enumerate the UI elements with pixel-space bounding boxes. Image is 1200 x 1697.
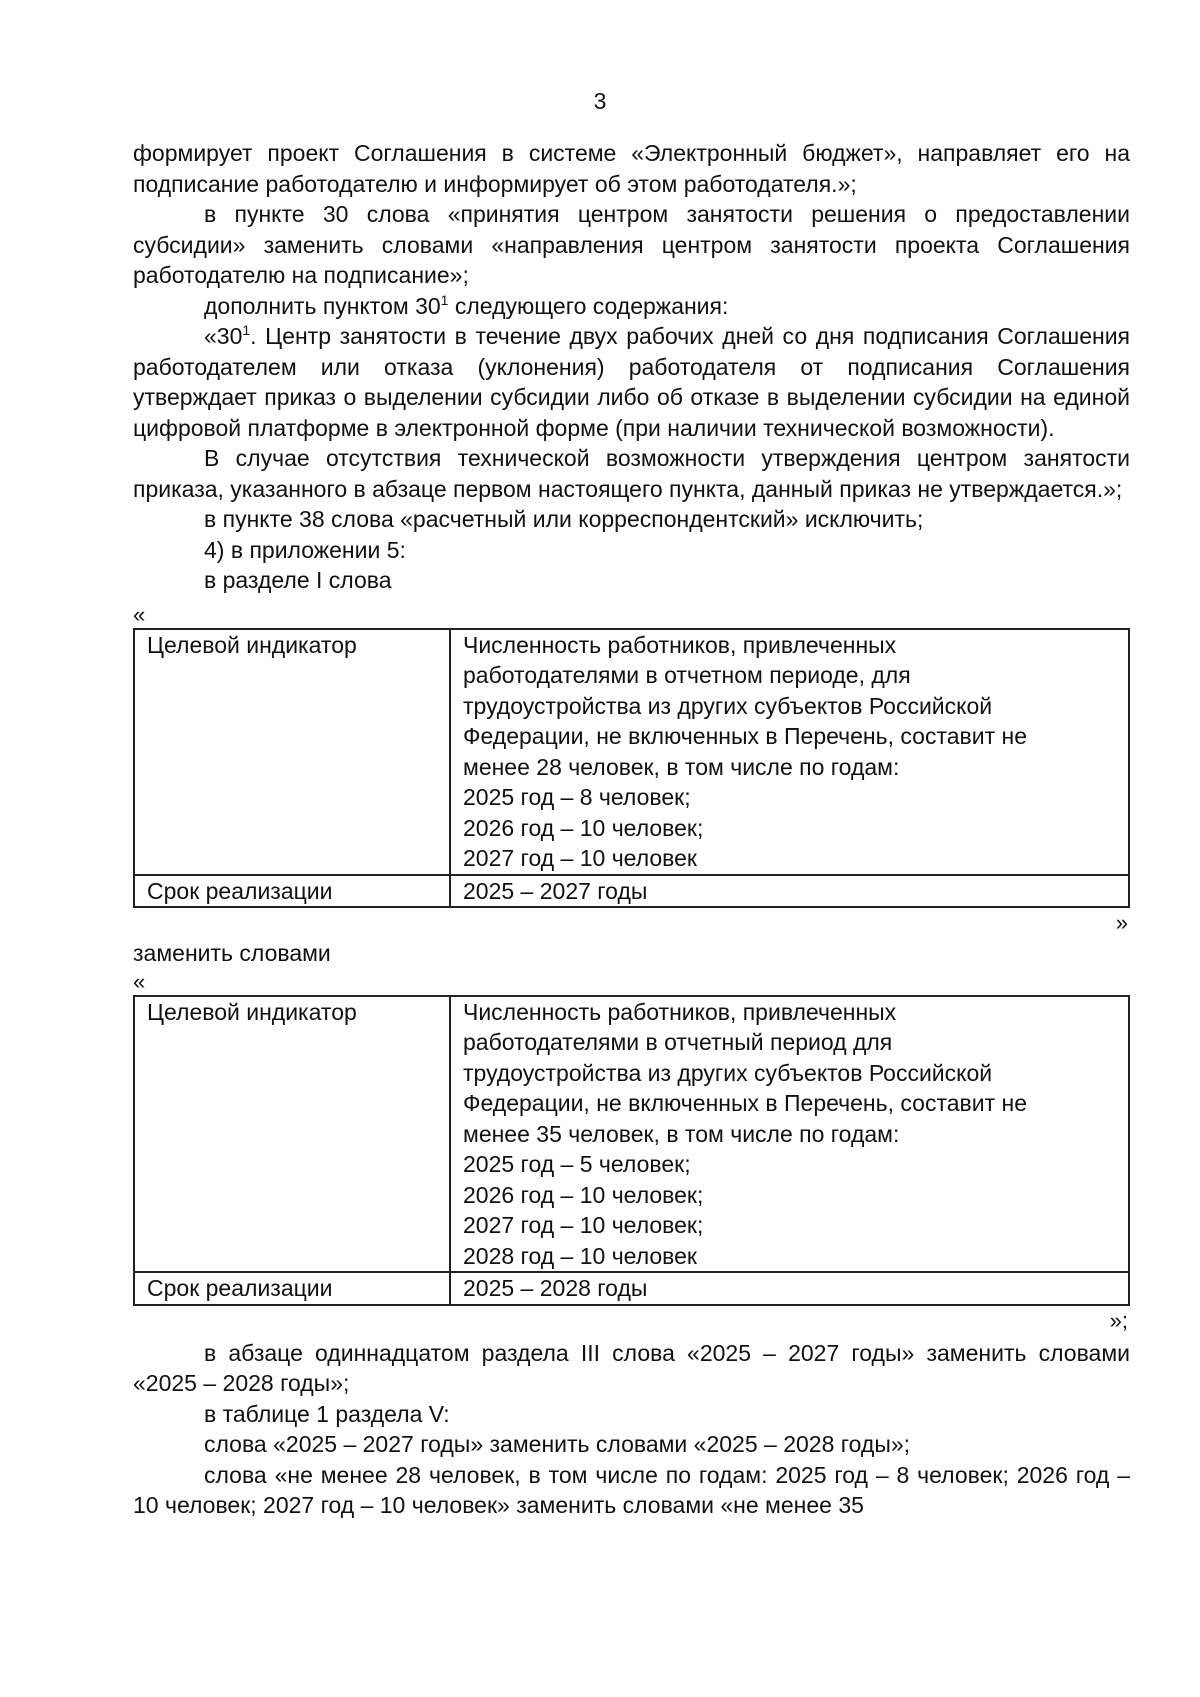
cell-line: 2026 год – 10 человек;: [463, 814, 704, 841]
table-cell-value: [450, 996, 1129, 1273]
quote-open-mark: «: [133, 968, 146, 994]
paragraph: в таблице 1 раздела V:: [204, 1400, 450, 1427]
quote-close-mark: »;: [1109, 1307, 1128, 1333]
cell-line: 2025 год – 5 человек;: [463, 1151, 691, 1177]
cell-line: Численность работников, привлеченных: [463, 998, 897, 1025]
paragraph: слова «2025 – 2027 годы» заменить словами «2025 – 2028 годы»;: [204, 1431, 911, 1457]
page-number: 3: [593, 88, 607, 114]
quote-close-mark: »: [1115, 910, 1128, 935]
table-cell-label: Срок реализации: [134, 875, 450, 908]
indicator-table-new: [133, 995, 1130, 1306]
cell-line: 2025 год – 8 человек;: [463, 784, 691, 810]
cell-line: менее 28 человек, в том числе по годам:: [463, 753, 900, 780]
paragraph: в разделе I слова: [204, 567, 392, 593]
table-cell-value: 2025 – 2028 годы: [450, 1272, 1129, 1305]
cell-line: трудоустройства из других субъектов Российской: [463, 1059, 993, 1086]
cell-line: 2028 год – 10 человек: [463, 1242, 697, 1269]
cell-line: менее 35 человек, в том числе по годам:: [463, 1120, 900, 1147]
paragraph: дополнить пунктом $30^1$ следующего содержания:: [204, 291, 729, 319]
cell-line: Численность работников, привлеченных: [463, 631, 897, 658]
paragraph: слова «не менее 28 человек, в том числе по годам: 2025 год – 8 человек; 2026 год – 10 человек; 2027 год – 10 человек» заменить словами «не менее 35: [133, 1461, 1130, 1518]
cell-line: 2027 год – 10 человек: [463, 845, 697, 871]
table-cell-value: [450, 629, 1129, 875]
table-cell-value: 2025 – 2027 годы: [450, 875, 1129, 908]
paragraph: в пункте 30 слова «принятия центром занятости решения о предоставлении субсидии» заменить словами «направления центром занятости проекта Соглашения работодателю на подписание»;: [133, 201, 1130, 288]
table-row: [134, 1272, 1129, 1305]
cell-line: 2027 год – 10 человек;: [463, 1212, 704, 1238]
table-cell-label: Целевой индикатор: [134, 629, 450, 875]
table-cell-label: Целевой индикатор: [134, 996, 450, 1273]
table-row: [134, 996, 1129, 1273]
cell-line: работодателями в отчетном периоде, для: [463, 662, 911, 688]
cell-line: Федерации, не включенных в Перечень, составит не: [463, 1090, 1027, 1116]
table-row: [134, 875, 1129, 908]
paragraph: В случае отсутствия технической возможности утверждения центром занятости приказа, указанного в абзаце первом настоящего пункта, данный приказ не утверждается.»;: [133, 445, 1130, 502]
indicator-table-old: [133, 628, 1130, 909]
table-cell-label: Срок реализации: [134, 1272, 450, 1305]
paragraph: «$30^1$. Центр занятости в течение двух рабочих дней со дня подписания Соглашения работодателем или отказа (уклонения) работодателя от подписания Соглашения утверждает приказ о выделении субсидии либо об отказе в выделении субсидии на единой цифровой платформе в электронной форме (при наличии технической возможности).: [133, 322, 1130, 441]
cell-line: трудоустройства из других субъектов Российской: [463, 692, 993, 719]
table-row: [134, 629, 1129, 875]
paragraph: в пункте 38 слова «расчетный или корреспондентский» исключить;: [204, 506, 924, 532]
quote-open-mark: «: [133, 601, 146, 627]
document-body: [133, 138, 1130, 1521]
cell-line: работодателями в отчетный период для: [463, 1029, 893, 1055]
paragraph: заменить словами: [133, 940, 331, 966]
paragraph: формирует проект Соглашения в системе «Электронный бюджет», направляет его на подписание работодателю и информирует об этом работодателя.»;: [133, 140, 1130, 197]
paragraph: в абзаце одиннадцатом раздела III слова «2025 – 2027 годы» заменить словами «2025 – 2028 годы»;: [133, 1339, 1130, 1396]
paragraph: 4) в приложении 5:: [204, 536, 406, 563]
cell-line: Федерации, не включенных в Перечень, составит не: [463, 723, 1027, 749]
cell-line: 2026 год – 10 человек;: [463, 1181, 704, 1208]
